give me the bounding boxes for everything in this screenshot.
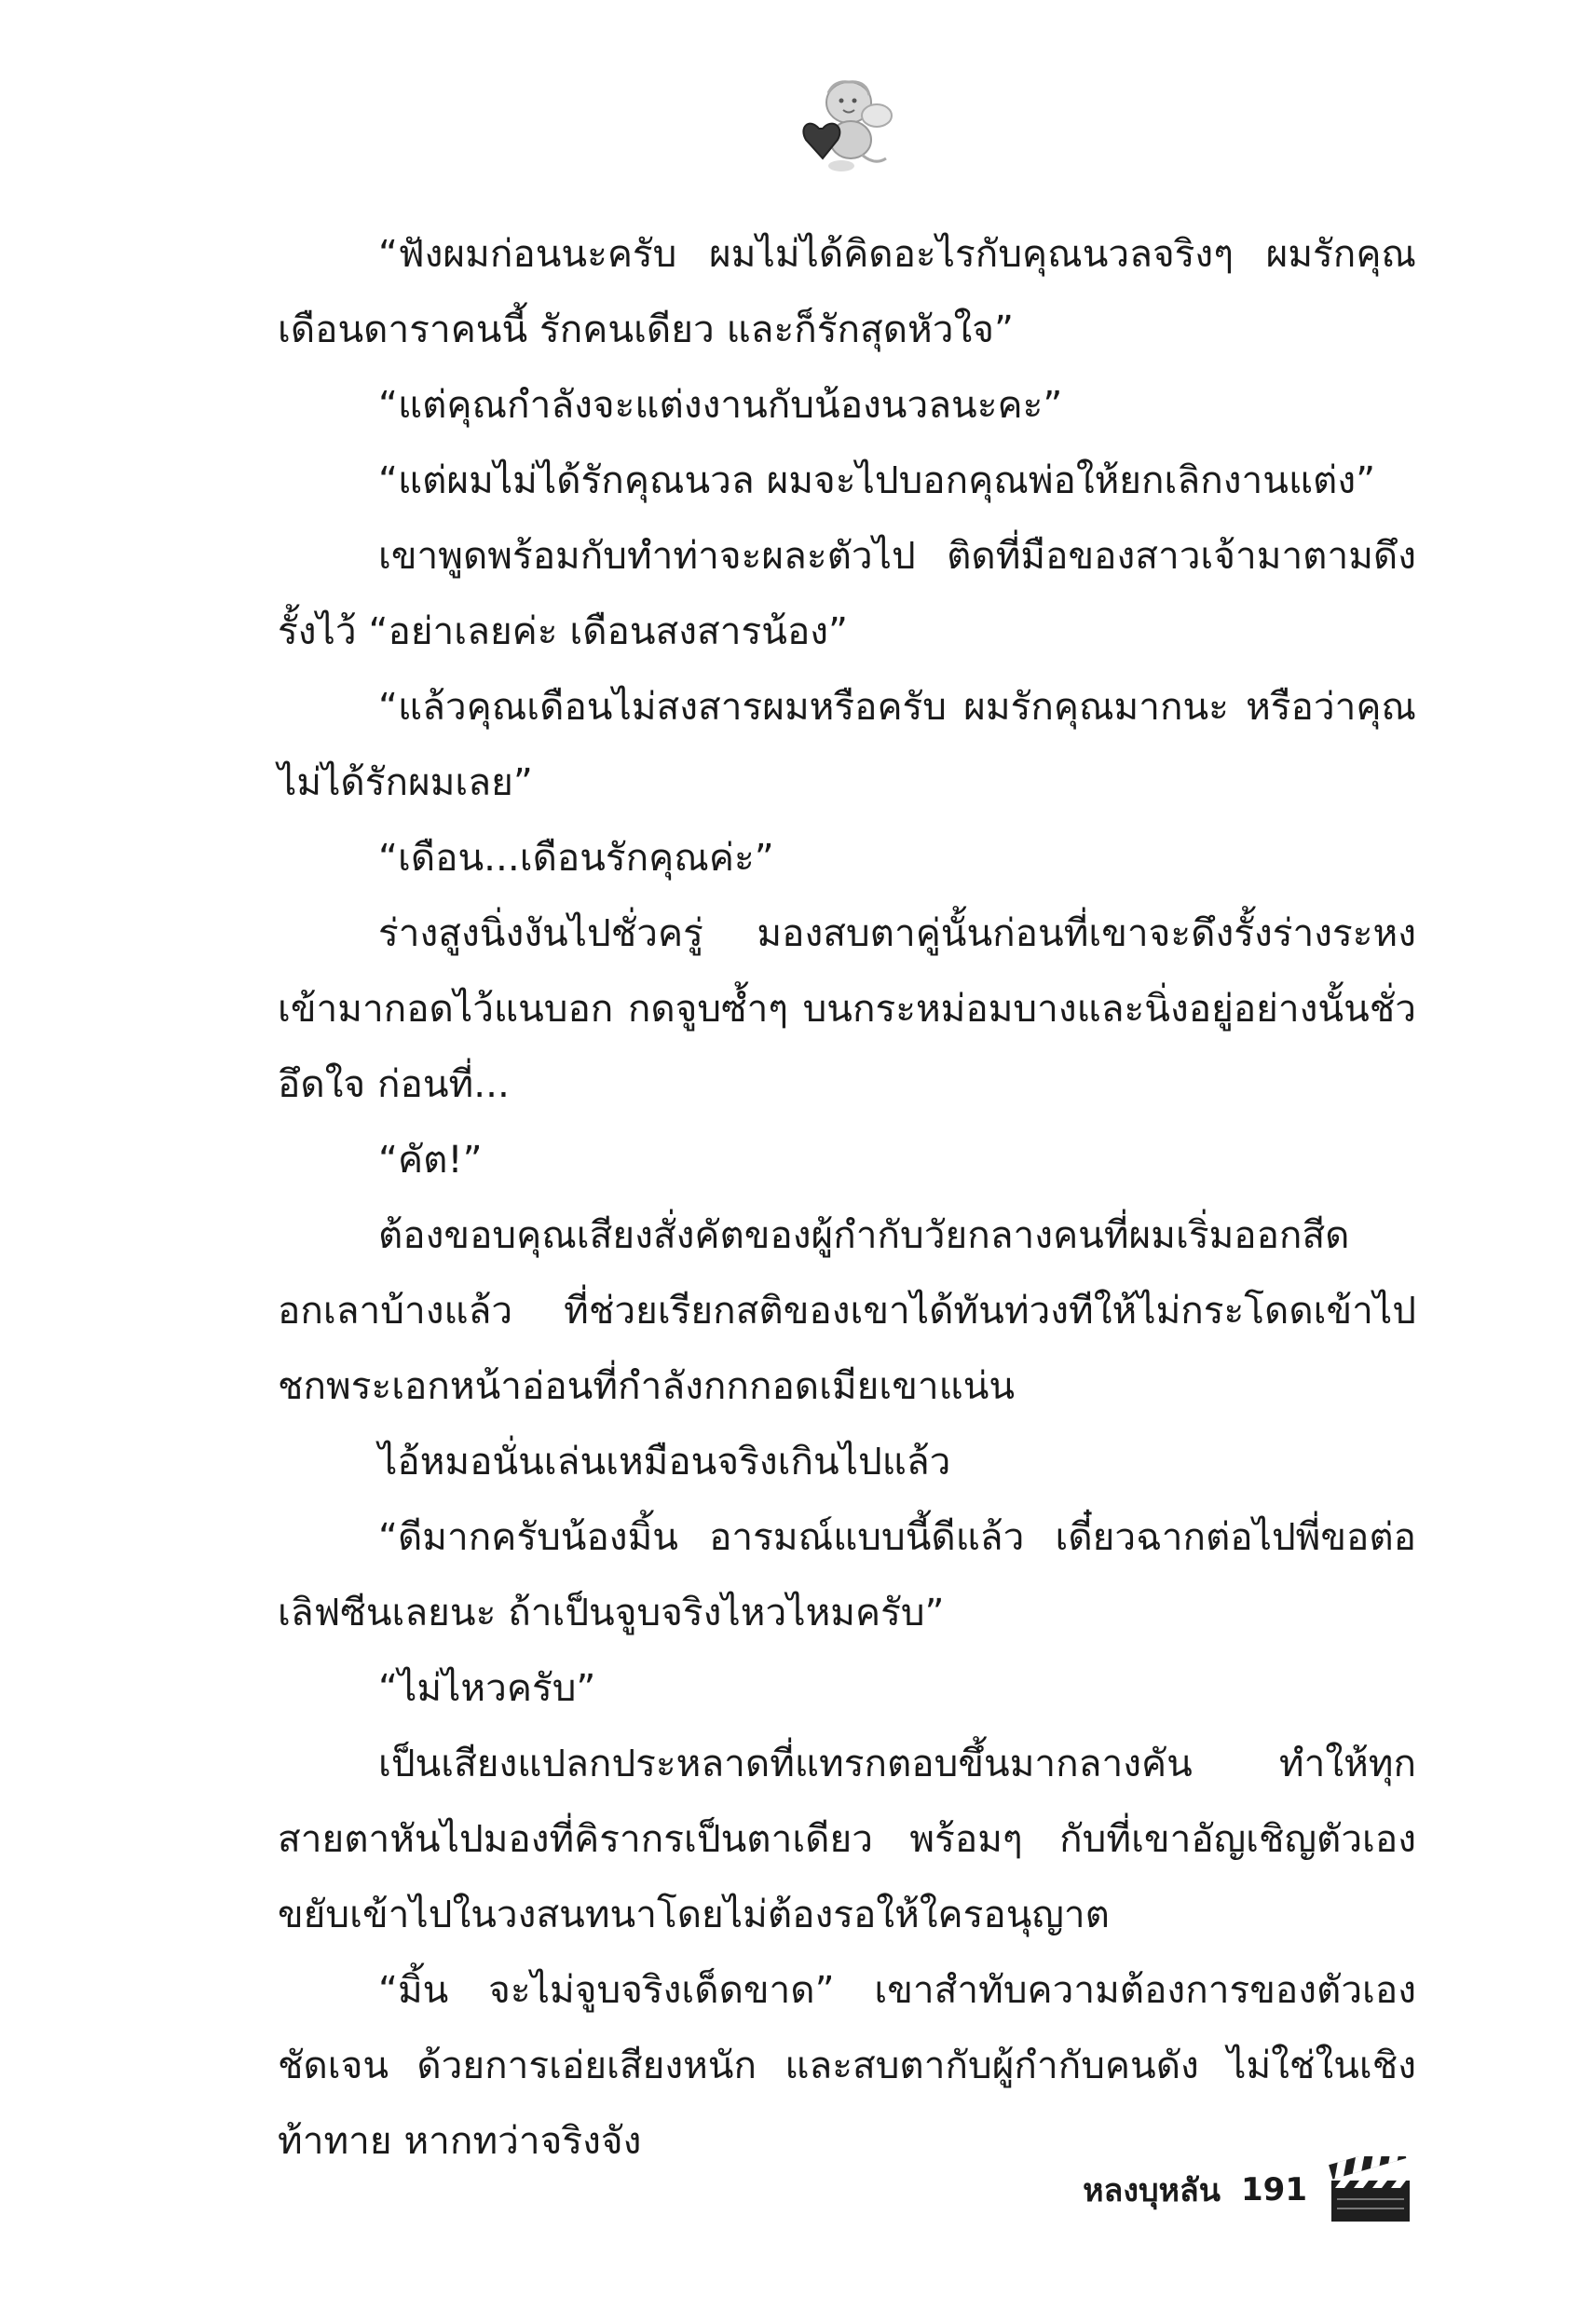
body-text xyxy=(278,216,1416,2179)
clapperboard-icon xyxy=(1328,2156,1413,2223)
paragraph: “เดือน...เดือนรักคุณค่ะ” xyxy=(378,835,774,880)
paragraph: เป็นเสียงแปลกประหลาดที่แทรกตอบขึ้นมากลางคัน ทำให้ทุกสายตาหันไปมองที่คิรากรเป็นตาเดียว พร้อมๆ กับที่เขาอัญเชิญตัวเองขยับเข้าไปในวงสนทนาโดยไม่ต้องรอให้ใครอนุญาต xyxy=(278,1741,1416,1936)
page-footer xyxy=(1083,2153,1413,2227)
paragraph: ไอ้หมอนั่นเล่นเหมือนจริงเกินไปแล้ว xyxy=(378,1439,951,1484)
paragraph: “แต่คุณกำลังจะแต่งงานกับน้องนวลนะคะ” xyxy=(378,382,1063,427)
paragraph: ร่างสูงนิ่งงันไปชั่วครู่ มองสบตาคู่นั้นก่อนที่เขาจะดึงรั้งร่างระหงเข้ามากอดไว้แนบอก กดจูบซ้ำๆ บนกระหม่อมบางและนิ่งอยู่อย่างนั้นชั่วอึดใจ ก่อนที่... xyxy=(278,910,1416,1106)
page-number: 191 xyxy=(1241,2171,1307,2208)
paragraph: “ดีมากครับน้องมิ้น อารมณ์แบบนี้ดีแล้ว เดี๋ยวฉากต่อไปพี่ขอต่อเลิฟซีนเลยนะ ถ้าเป็นจูบจริงไหวไหมครับ” xyxy=(278,1514,1416,1634)
paragraph: “มิ้น จะไม่จูบจริงเด็ดขาด” เขาสำทับความต้องการของตัวเองชัดเจน ด้วยการเอ่ยเสียงหนัก และสบตากับผู้กำกับคนดัง ไม่ใช่ในเชิงท้าทาย หากทว่าจริงจัง xyxy=(278,1967,1416,2163)
paragraph: เขาพูดพร้อมกับทำท่าจะผละตัวไป ติดที่มือของสาวเจ้ามาตามดึงรั้งไว้ “อย่าเลยค่ะ เดือนสงสารน้อง” xyxy=(278,533,1416,653)
book-title: หลงบุหลัน xyxy=(1083,2172,1221,2209)
paragraph: “คัต!” xyxy=(378,1137,483,1182)
paragraph: “ฟังผมก่อนนะครับ ผมไม่ได้คิดอะไรกับคุณนวลจริงๆ ผมรักคุณเดือนดาราคนนี้ รักคนเดียว และก็รักสุดหัวใจ” xyxy=(278,231,1416,351)
paragraph: “แต่ผมไม่ได้รักคุณนวล ผมจะไปบอกคุณพ่อให้ยกเลิกงานแต่ง” xyxy=(378,458,1376,502)
cherub-heart-icon xyxy=(797,73,899,175)
paragraph: “แล้วคุณเดือนไม่สงสารผมหรือครับ ผมรักคุณมากนะ หรือว่าคุณไม่ได้รักผมเลย” xyxy=(278,684,1416,804)
paragraph: “ไม่ไหวครับ” xyxy=(378,1665,596,1710)
paragraph: ต้องขอบคุณเสียงสั่งคัตของผู้กำกับวัยกลางคนที่ผมเริ่มออกสีดอกเลาบ้างแล้ว ที่ช่วยเรียกสติของเขาได้ทันท่วงทีให้ไม่กระโดดเข้าไปชกพระเอกหน้าอ่อนที่กำลังกกกอดเมียเขาแน่น xyxy=(278,1212,1416,1408)
